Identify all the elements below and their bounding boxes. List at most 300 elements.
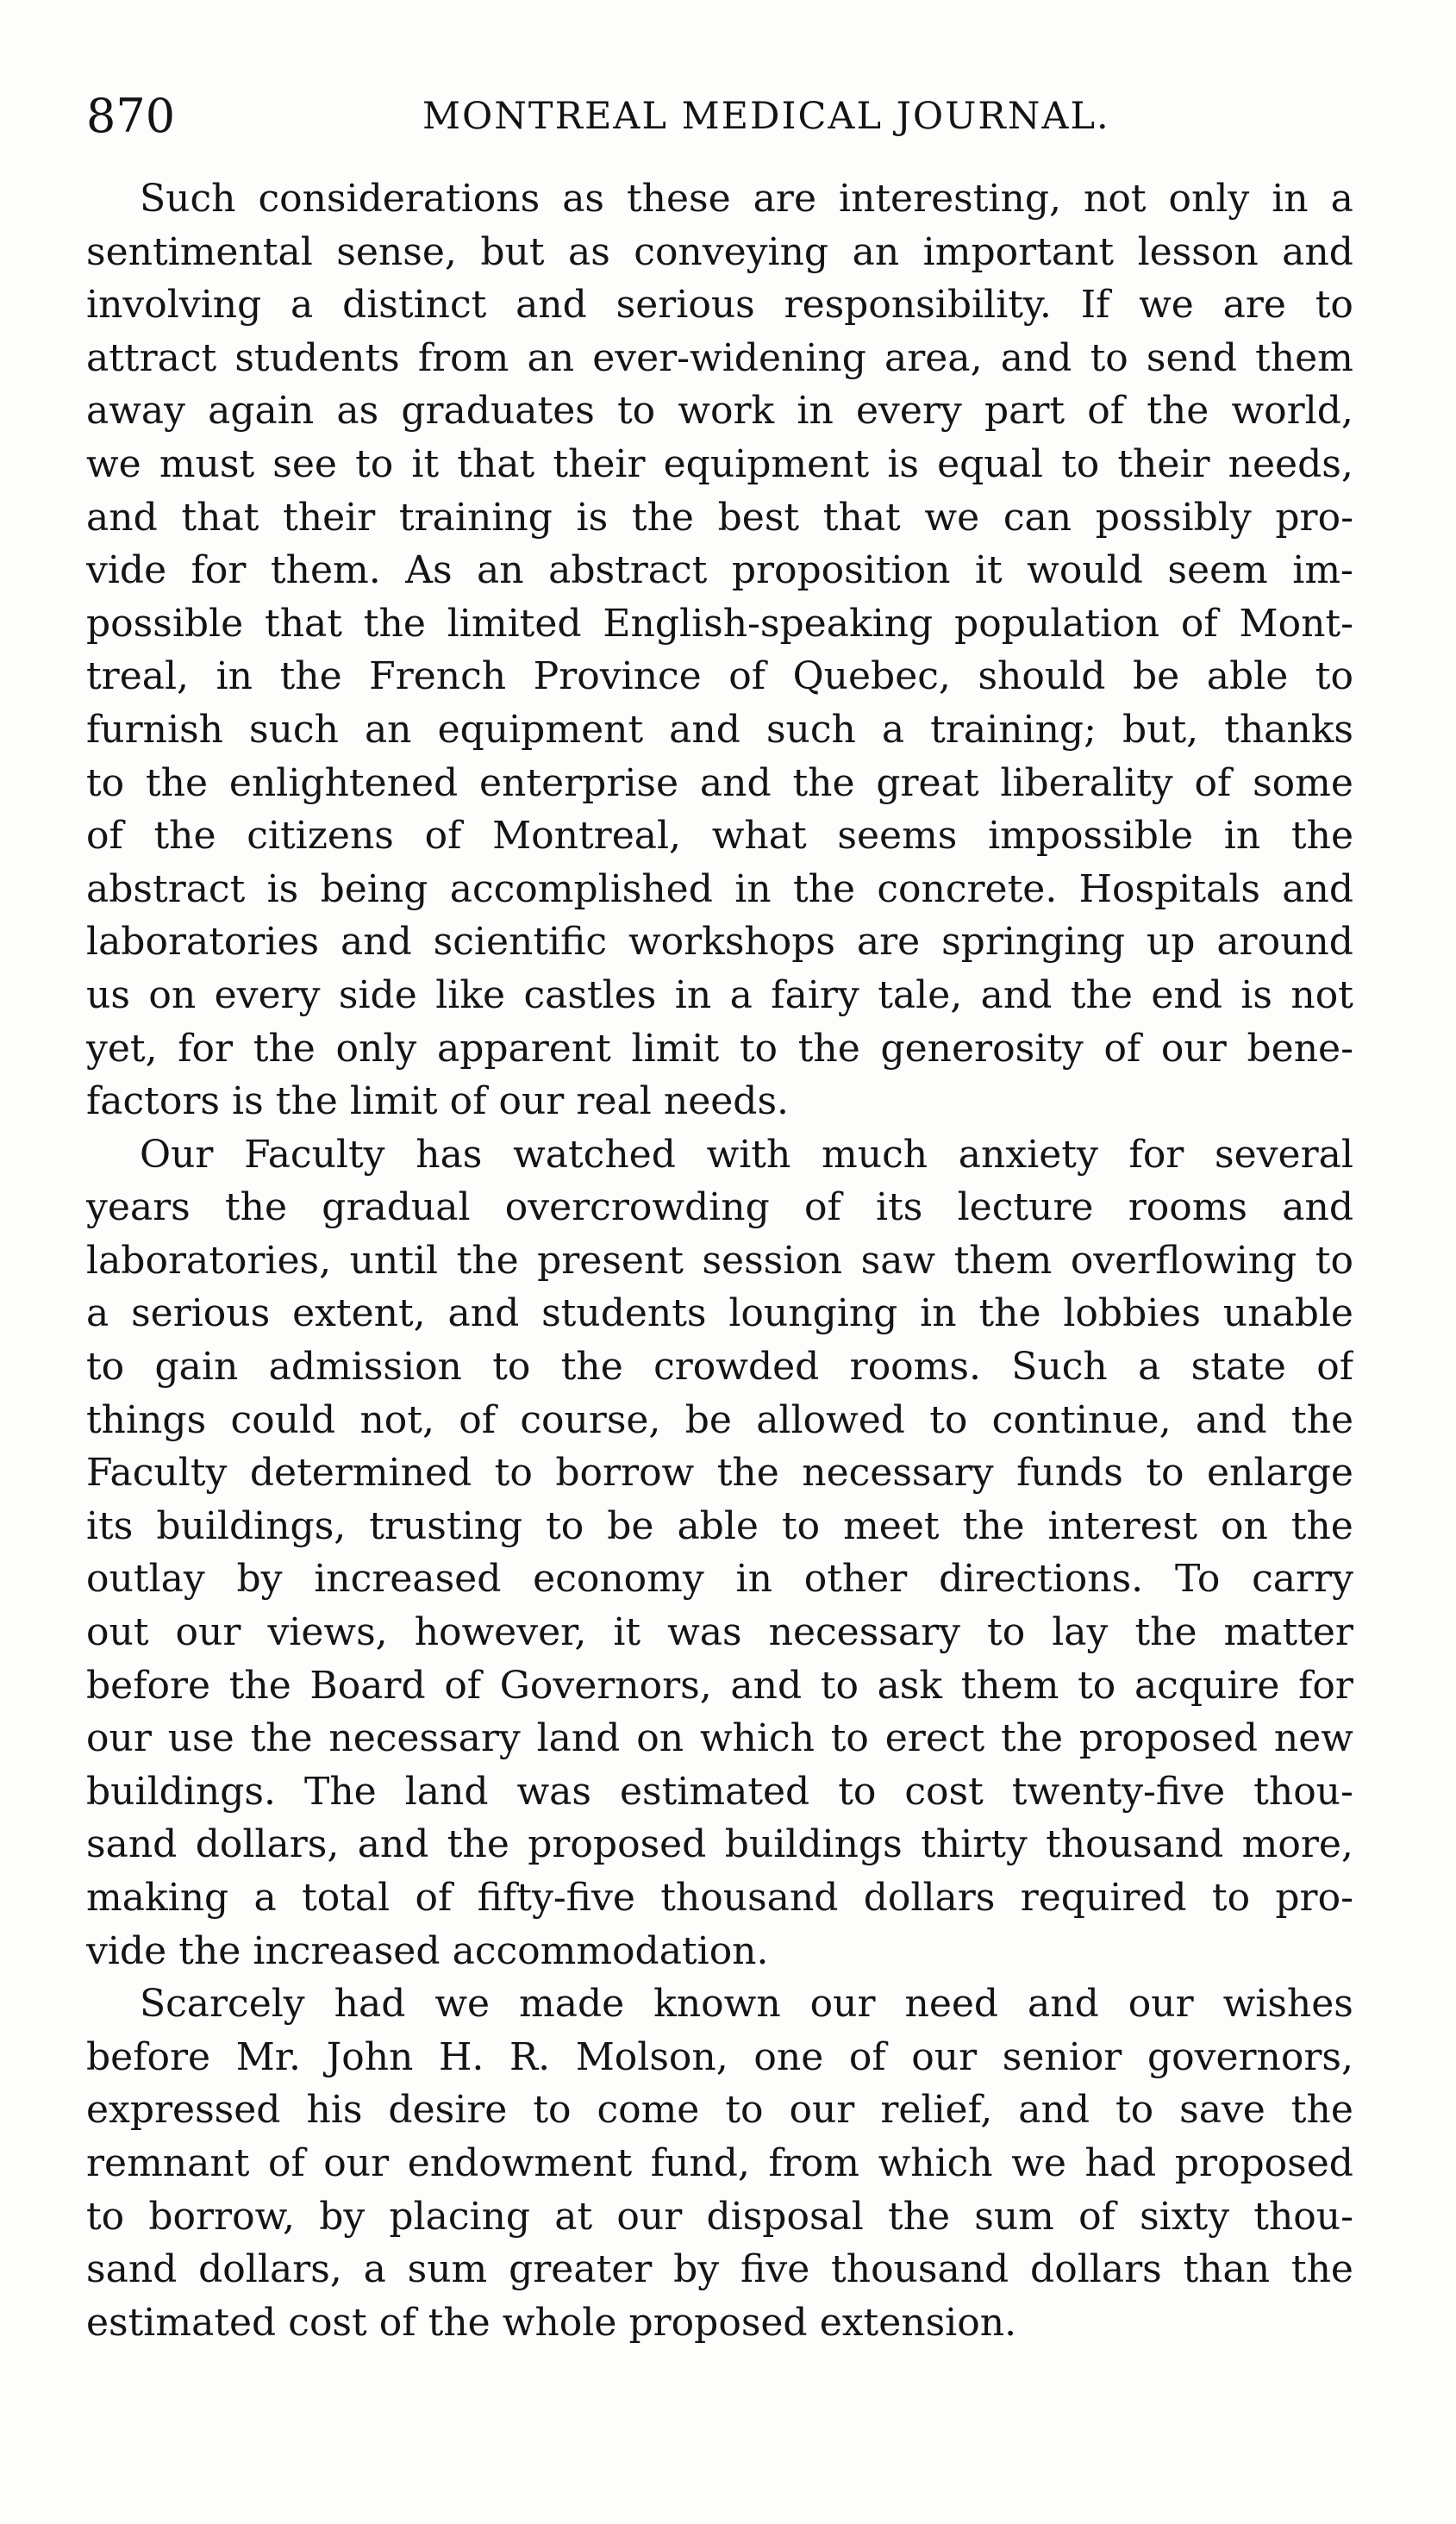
word: in: [1223, 814, 1261, 859]
word: the: [178, 1928, 241, 1973]
word: that: [181, 495, 259, 540]
word: on: [148, 972, 197, 1017]
word: to: [546, 1503, 584, 1548]
word: dollars: [863, 1876, 996, 1920]
word: area,: [884, 335, 983, 380]
word: known: [653, 1982, 781, 2027]
word: is: [887, 441, 919, 486]
text-line: [86, 1022, 1353, 1076]
word: English-speaking: [603, 601, 934, 646]
word: world,: [1231, 389, 1353, 434]
word: sentimental: [86, 229, 313, 274]
word: to: [492, 1345, 531, 1390]
word: lay: [1052, 1610, 1109, 1655]
word: thousand: [831, 2247, 1009, 2292]
word: Mont-: [1239, 601, 1353, 646]
article-body: [86, 172, 1353, 2349]
word: Such: [140, 177, 236, 221]
word: serious: [616, 283, 755, 328]
word: pro-: [1275, 495, 1353, 540]
word: able: [1206, 654, 1289, 699]
word: had: [1084, 2140, 1157, 2185]
word-space: [652, 1075, 664, 1128]
word-space: [491, 2296, 503, 2350]
word: views,: [267, 1610, 388, 1655]
word-space: [241, 1925, 253, 1978]
word: them: [1255, 335, 1353, 380]
word: furnish: [86, 707, 223, 752]
word: can: [1003, 495, 1072, 540]
word: we: [1139, 283, 1194, 328]
word: is: [266, 866, 299, 911]
word: to: [86, 1345, 125, 1390]
word: to: [1315, 654, 1353, 699]
word: Quebec,: [792, 654, 951, 699]
word: a: [1330, 177, 1353, 221]
word: from: [768, 2140, 859, 2185]
word: in: [674, 972, 712, 1017]
word: saw: [860, 1238, 936, 1283]
word: proposed: [1078, 1716, 1259, 1761]
word: lobbies: [1063, 1291, 1201, 1336]
word: of: [86, 814, 123, 859]
word: students: [541, 1291, 707, 1336]
word: and: [341, 920, 412, 965]
text-line: [86, 1553, 1353, 1606]
word: apparent: [436, 1026, 611, 1071]
word: our: [498, 1079, 565, 1124]
word: Our: [140, 1132, 214, 1177]
word: abstract: [86, 866, 246, 911]
word: it: [974, 548, 1003, 593]
text-line: [86, 1340, 1353, 1394]
word: is: [1240, 972, 1272, 1017]
word: John: [326, 2034, 414, 2079]
word: the: [888, 2194, 951, 2239]
text-line: [86, 969, 1353, 1022]
word: citizens: [247, 814, 394, 859]
word: to: [1315, 283, 1353, 328]
word: gain: [154, 1345, 239, 1390]
word: and: [1282, 1185, 1353, 1230]
word: and: [730, 1663, 803, 1708]
word: to: [86, 2194, 125, 2239]
word: required: [1020, 1876, 1187, 1920]
word: buildings.: [86, 1769, 276, 1814]
word: As: [405, 548, 453, 593]
page-number: 870: [86, 89, 176, 143]
word: their: [1117, 441, 1210, 486]
word: dollars,: [195, 1822, 340, 1867]
text-line: [86, 226, 1353, 279]
word: If: [1080, 283, 1110, 328]
word: to: [725, 2088, 764, 2133]
word-space: [416, 2296, 428, 2350]
text-line: [86, 703, 1353, 757]
word: R.: [509, 2034, 551, 2079]
word: being: [320, 866, 428, 911]
word: we: [86, 441, 141, 486]
word: the: [456, 1238, 519, 1283]
word: proposed: [1174, 2140, 1353, 2185]
word: unable: [1222, 1291, 1353, 1336]
word: not: [1083, 177, 1147, 221]
word: limited: [447, 601, 582, 646]
word: for: [1298, 1663, 1353, 1708]
word: them: [960, 1663, 1059, 1708]
word: is: [232, 1079, 264, 1124]
word: of: [449, 1079, 487, 1124]
word: to: [533, 2088, 572, 2133]
word: sum: [974, 2194, 1054, 2239]
word: of: [415, 1876, 453, 1920]
word: vide: [86, 1928, 167, 1973]
word: expressed: [86, 2088, 281, 2133]
word: and: [447, 1291, 520, 1336]
text-line: [86, 1659, 1353, 1713]
word: enterprise: [479, 760, 679, 805]
word: important: [922, 229, 1115, 274]
word: by: [236, 1557, 283, 1602]
word: The: [303, 1769, 377, 1814]
word: the: [447, 1822, 509, 1867]
word: thousand: [660, 1876, 839, 1920]
word: out: [86, 1610, 149, 1655]
word: in: [1272, 177, 1309, 221]
word: come: [597, 2088, 700, 2133]
text-line: [86, 863, 1353, 916]
word: session: [702, 1238, 843, 1283]
word: seems: [837, 814, 958, 859]
word: total: [302, 1876, 391, 1920]
word: to: [1115, 2088, 1154, 2133]
word: the: [1134, 1610, 1197, 1655]
word: concrete.: [877, 866, 1058, 911]
word: had: [334, 1982, 406, 2027]
word: the: [1290, 2088, 1353, 2133]
word: as: [568, 229, 610, 274]
word: was: [516, 1769, 591, 1814]
word: needs,: [1228, 441, 1353, 486]
word: for: [1128, 1132, 1184, 1177]
word: the: [1070, 972, 1133, 1017]
word: possibly: [1095, 495, 1252, 540]
word: the: [1290, 1503, 1353, 1548]
text-line: [86, 757, 1353, 810]
word: laboratories: [86, 920, 320, 965]
word: much: [822, 1132, 928, 1177]
word: of: [459, 1397, 497, 1442]
word: our: [1128, 1982, 1194, 2027]
word: has: [416, 1132, 483, 1177]
word: meet: [843, 1503, 940, 1548]
word: thirty: [921, 1822, 1028, 1867]
word: liberality: [1000, 760, 1173, 805]
word: in: [735, 1557, 772, 1602]
word: like: [435, 972, 506, 1017]
word: and: [980, 972, 1053, 1017]
word: on: [636, 1716, 684, 1761]
word: is: [576, 495, 609, 540]
word: the: [253, 1026, 316, 1071]
word: for: [191, 548, 247, 593]
text-line: [86, 384, 1353, 438]
word: necessary: [768, 1610, 960, 1655]
word: his: [306, 2088, 363, 2133]
word: the: [793, 866, 856, 911]
word: estimated: [86, 2300, 277, 2345]
word: rooms.: [849, 1345, 981, 1390]
word: land: [404, 1769, 489, 1814]
word: but: [480, 229, 545, 274]
word-space: [276, 2296, 288, 2350]
word: limit: [631, 1026, 720, 1071]
word: overflowing: [1070, 1238, 1297, 1283]
word: an: [364, 707, 412, 752]
word: Governors,: [499, 1663, 712, 1708]
word: the: [363, 601, 426, 646]
word: to: [1078, 1663, 1116, 1708]
text-line: [86, 1394, 1353, 1447]
word: buildings: [724, 1822, 903, 1867]
word: the: [797, 1026, 860, 1071]
word: to: [830, 1716, 869, 1761]
word: thousand: [1046, 1822, 1224, 1867]
word: save: [1179, 2088, 1265, 2133]
word: erect: [884, 1716, 985, 1761]
word: and: [699, 760, 772, 805]
word: trusting: [369, 1503, 523, 1548]
word: its: [876, 1185, 923, 1230]
word: matter: [1223, 1610, 1353, 1655]
text-line: [86, 1871, 1353, 1925]
word: as: [336, 389, 379, 434]
word: these: [627, 177, 731, 221]
word: lounging: [728, 1291, 898, 1336]
word: and: [1028, 1982, 1099, 2027]
word: of: [267, 2140, 305, 2185]
word: until: [349, 1238, 439, 1283]
word: our: [175, 1610, 241, 1655]
word: need: [904, 1982, 999, 2027]
text-line: [86, 2084, 1353, 2137]
word: to: [1061, 441, 1100, 486]
word: pro-: [1275, 1876, 1353, 1920]
word: conveying: [634, 229, 829, 274]
word: To: [1174, 1557, 1221, 1602]
word: fifty-five: [477, 1876, 635, 1920]
word-space: [441, 1925, 453, 1978]
word: castles: [523, 972, 657, 1017]
word: our: [911, 2034, 978, 2079]
word: part: [984, 389, 1065, 434]
word: a: [363, 2247, 386, 2292]
word: and: [1282, 229, 1353, 274]
word: end: [1151, 972, 1222, 1017]
word: the: [228, 1663, 291, 1708]
word: must: [159, 441, 255, 486]
text-line: [86, 915, 1353, 969]
word: for: [178, 1026, 234, 1071]
word: to: [929, 1397, 968, 1442]
word: with: [706, 1132, 791, 1177]
text-line: [86, 1446, 1353, 1500]
word: not: [1290, 972, 1353, 1017]
word: several: [1215, 1132, 1353, 1177]
word: up: [1146, 920, 1196, 965]
paragraph: [86, 1977, 1353, 2349]
word: of: [1078, 2194, 1115, 2239]
word: students: [234, 335, 400, 380]
word: population: [954, 601, 1160, 646]
word: every: [214, 972, 321, 1017]
word: the: [1290, 814, 1353, 859]
text-line: [86, 809, 1353, 863]
word: new: [1273, 1716, 1353, 1761]
word: impossible: [988, 814, 1194, 859]
text-line: [86, 278, 1353, 332]
word: responsibility.: [784, 283, 1052, 328]
word: admission: [268, 1345, 462, 1390]
word: the: [153, 814, 216, 859]
word: buildings,: [156, 1503, 347, 1548]
word: Mr.: [235, 2034, 301, 2079]
word: seem: [1167, 548, 1268, 593]
word: treal,: [86, 654, 190, 699]
word: real: [576, 1079, 652, 1124]
word: rooms: [1128, 1185, 1248, 1230]
word: would: [1027, 548, 1143, 593]
word: governors,: [1147, 2034, 1353, 2079]
word: and: [516, 283, 587, 328]
word: that: [265, 601, 342, 646]
text-line: [86, 544, 1353, 597]
word: of: [728, 654, 766, 699]
word: interest: [1047, 1503, 1198, 1548]
word: the: [428, 2300, 491, 2345]
word: increased: [314, 1557, 502, 1602]
word: the: [146, 760, 209, 805]
word: an: [477, 548, 524, 593]
word: whole: [502, 2300, 617, 2345]
word: enlarge: [1207, 1451, 1353, 1496]
word: are: [856, 920, 921, 965]
word: that: [457, 441, 535, 486]
word: could: [230, 1397, 336, 1442]
word: French: [369, 654, 507, 699]
word: proposition: [731, 548, 951, 593]
word: them.: [270, 548, 381, 593]
word: the: [1147, 389, 1209, 434]
word: things: [86, 1397, 207, 1442]
word: the: [250, 1716, 313, 1761]
word: however,: [414, 1610, 587, 1655]
word: training: [398, 495, 553, 540]
word: disposal: [706, 2194, 864, 2239]
word: such: [249, 707, 339, 752]
text-line: [86, 491, 1353, 545]
text-line: [86, 1128, 1353, 1182]
word: laboratories,: [86, 1238, 332, 1283]
word-space: [166, 1925, 178, 1978]
word: one: [753, 2034, 824, 2079]
word: workshops: [628, 920, 835, 965]
word: necessary: [802, 1451, 994, 1496]
word: work: [678, 389, 775, 434]
word: Faculty: [86, 1451, 228, 1496]
word: cost: [288, 2300, 367, 2345]
word: limit: [349, 1079, 438, 1124]
word: to: [1090, 335, 1128, 380]
word: course,: [520, 1397, 661, 1442]
word: a: [1138, 1345, 1161, 1390]
word: ever-widening: [592, 335, 866, 380]
word: fund,: [650, 2140, 750, 2185]
word: interesting,: [838, 177, 1061, 221]
word: in: [920, 1291, 957, 1336]
word: us: [86, 972, 130, 1017]
word: we: [1011, 2140, 1066, 2185]
word: was: [667, 1610, 742, 1655]
word-space: [367, 2296, 379, 2350]
text-line: [86, 1075, 1353, 1128]
word: H.: [439, 2034, 484, 2079]
word: the: [275, 1079, 338, 1124]
word: by: [673, 2247, 720, 2292]
word: our: [86, 1716, 152, 1761]
text-line: [86, 1287, 1353, 1340]
word: great: [876, 760, 979, 805]
word: that: [822, 495, 901, 540]
word: accommodation.: [452, 1928, 769, 1973]
word: fairy: [771, 972, 859, 1017]
word-space: [808, 2296, 820, 2350]
word: generosity: [880, 1026, 1084, 1071]
word: side: [338, 972, 417, 1017]
word: the: [631, 495, 694, 540]
word: and: [1000, 335, 1072, 380]
word: only: [335, 1026, 417, 1071]
word: we: [924, 495, 980, 540]
word: carry: [1252, 1557, 1353, 1602]
word: use: [167, 1716, 234, 1761]
word: our: [616, 2194, 683, 2239]
word: Montreal,: [492, 814, 682, 859]
word: five: [740, 2247, 810, 2292]
word: dollars: [1030, 2247, 1162, 2292]
word: of: [848, 2034, 886, 2079]
word: and: [1018, 2088, 1090, 2133]
word: Scarcely: [140, 1982, 305, 2027]
word: of: [1316, 1345, 1353, 1390]
word: its: [86, 1503, 134, 1548]
word: equipment: [663, 441, 870, 486]
word-space: [486, 1075, 498, 1128]
word: sand: [86, 2247, 178, 2292]
word: to: [494, 1451, 533, 1496]
word: as: [562, 177, 605, 221]
word: the: [1001, 1716, 1064, 1761]
word: a: [291, 283, 314, 328]
word: outlay: [86, 1557, 205, 1602]
word: and: [357, 1822, 429, 1867]
word: to: [1146, 1451, 1184, 1496]
word: greater: [509, 2247, 653, 2292]
word: equipment: [437, 707, 644, 752]
word: yet,: [86, 1026, 158, 1071]
word: present: [537, 1238, 684, 1283]
word: serious: [131, 1291, 271, 1336]
